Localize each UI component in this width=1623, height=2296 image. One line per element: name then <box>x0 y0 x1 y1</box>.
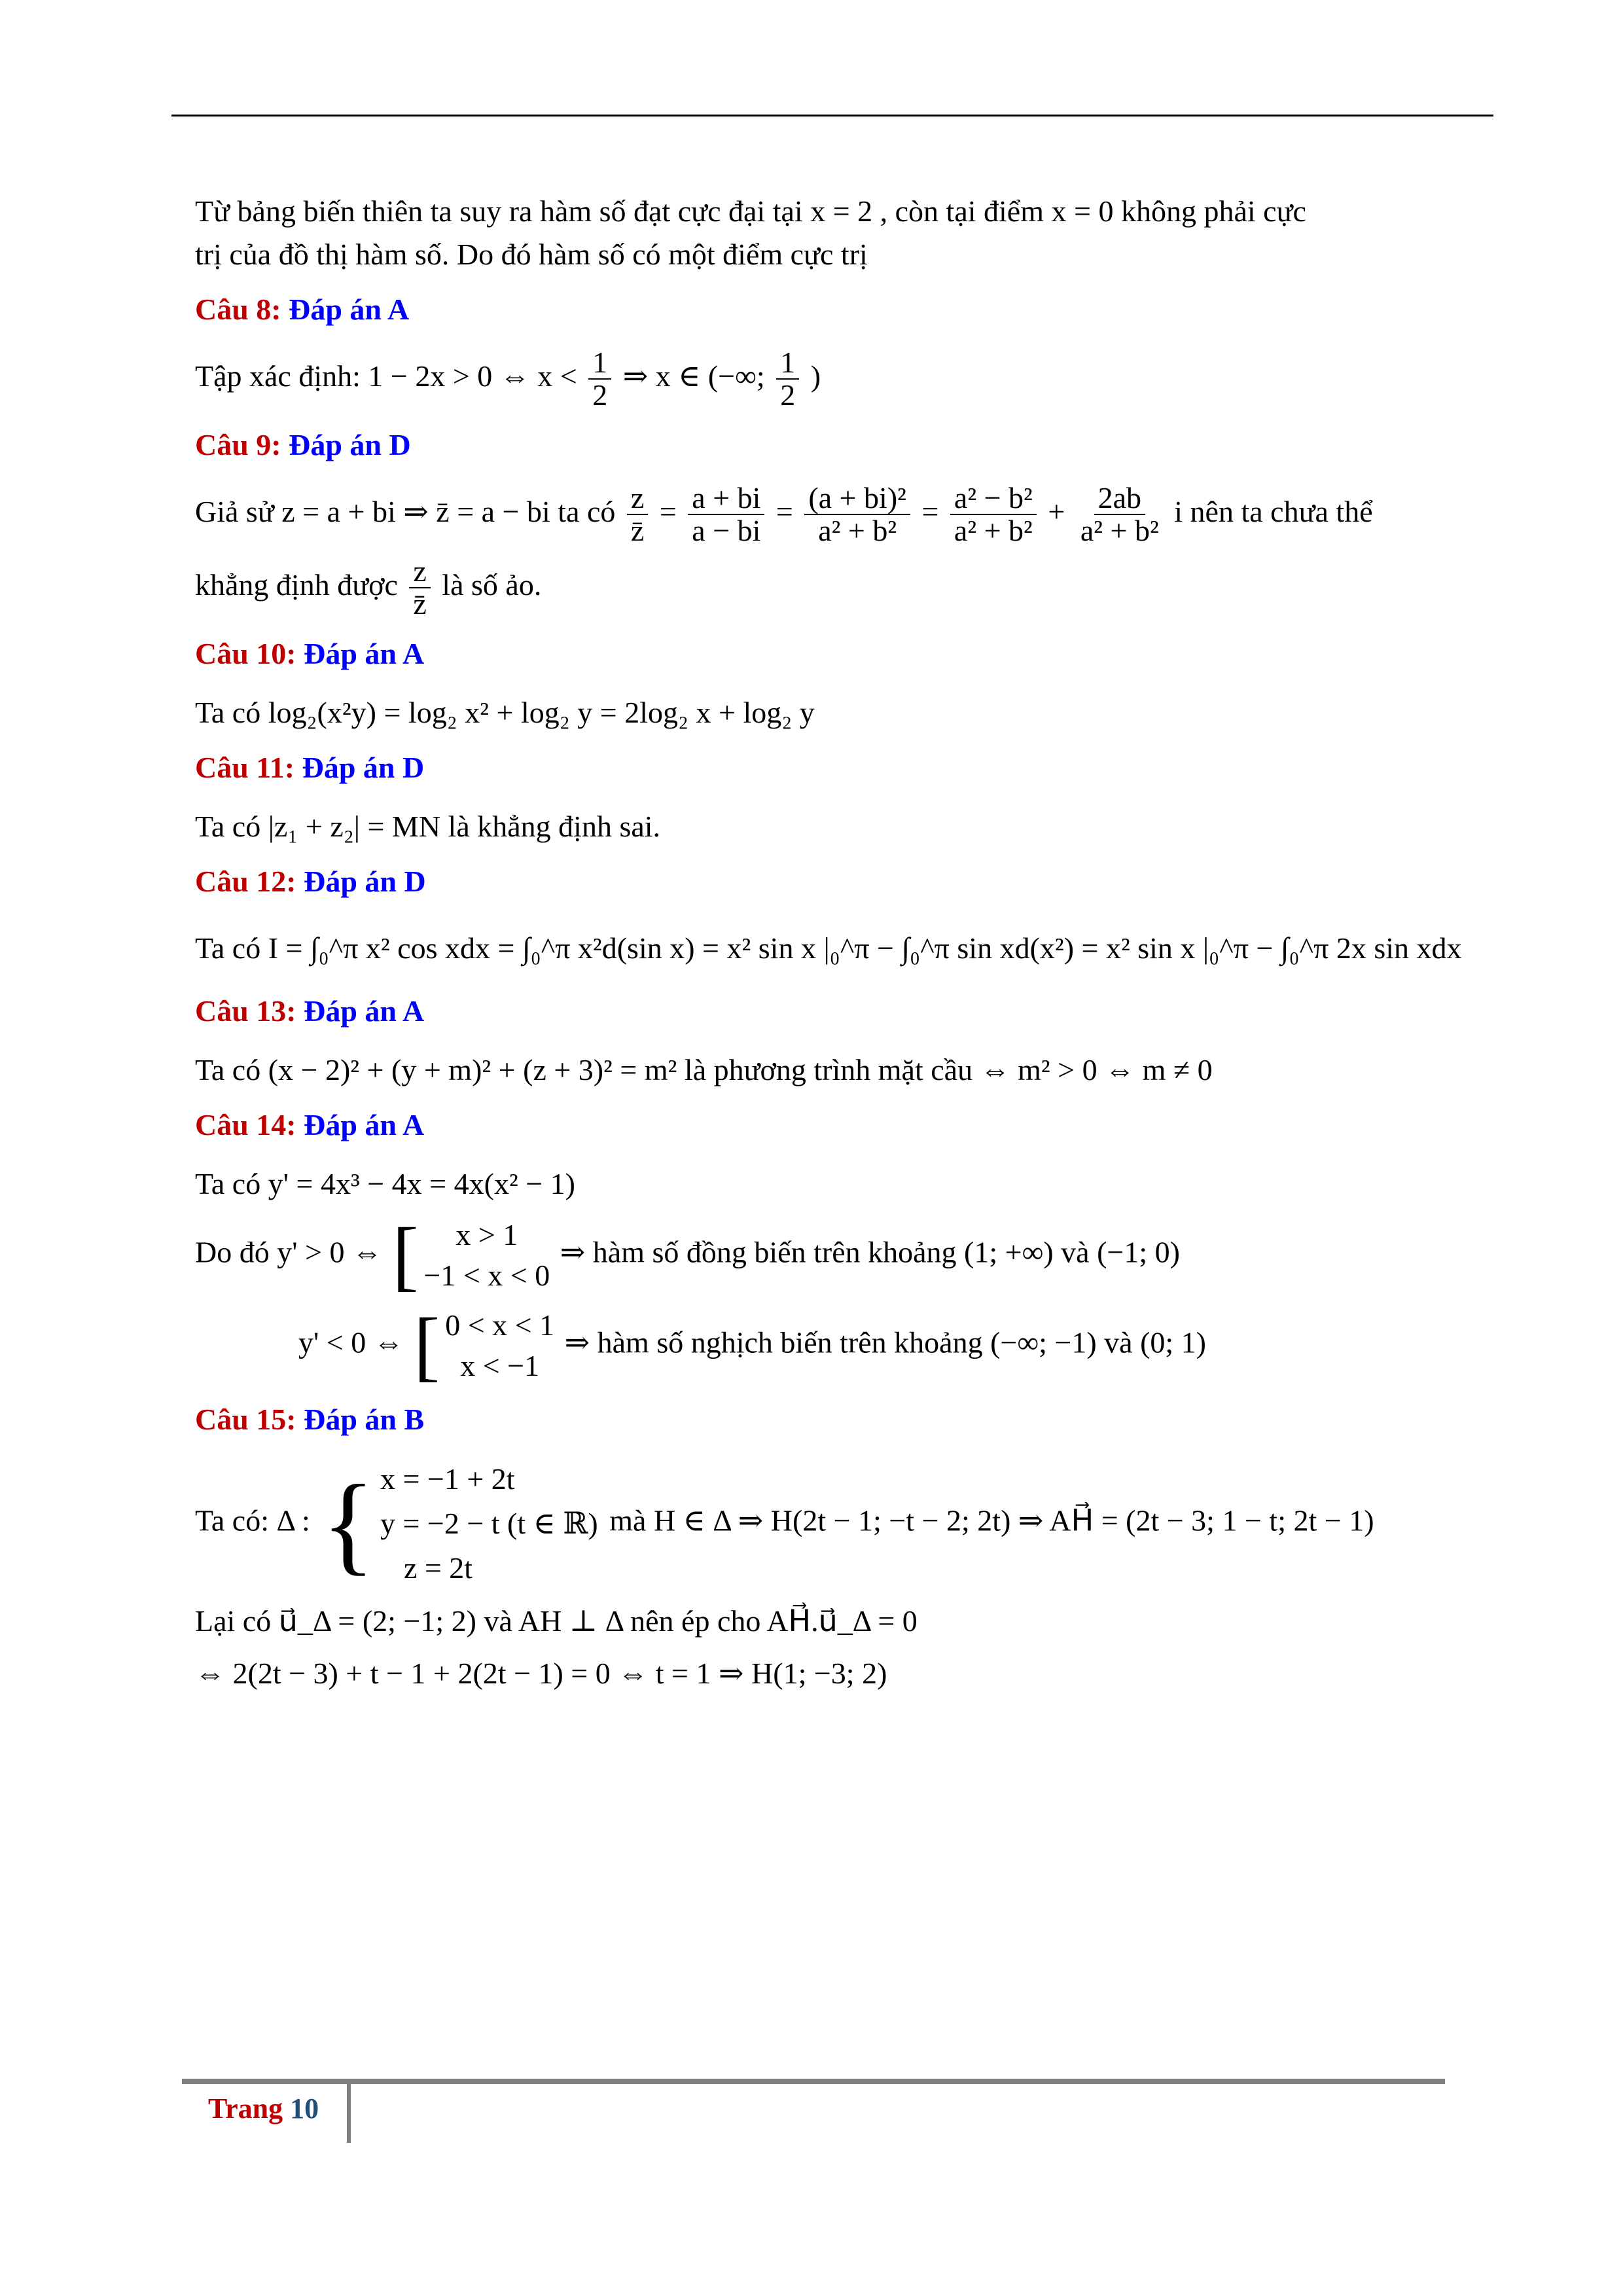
q9-line2-post: là số ảo. <box>442 568 542 602</box>
denominator: a² + b² <box>954 513 1033 547</box>
equals-sign: = <box>921 494 939 528</box>
q12-line: Ta có I = ∫₀^π x² cos xdx = ∫₀^π x²d(sin x) = x² sin x |₀^π − ∫₀^π sin xd(x²) = x² sin x |₀^π − ∫₀^π 2x sin xdx <box>195 931 1462 965</box>
footer-rule <box>182 2079 1445 2084</box>
intro-line-2: trị của đồ thị hàm số. Do đó hàm số có một điểm cực trị <box>195 238 868 271</box>
q14-line-1: Ta có y' = 4x³ − 4x = 4x(x² − 1) <box>195 1166 575 1200</box>
fraction <box>1077 482 1163 547</box>
fraction <box>776 347 799 412</box>
numerator: 1 <box>776 347 799 380</box>
fraction <box>627 482 648 547</box>
numerator: z <box>409 556 430 588</box>
numerator: 1 <box>588 347 611 380</box>
question-15-heading <box>195 1398 1438 1441</box>
q14-line-3 <box>195 1301 1438 1389</box>
q9-post: i nên ta chưa thể <box>1174 494 1373 528</box>
page-content <box>195 190 1462 1695</box>
question-number: Câu 8: <box>195 293 281 326</box>
answer-label: Đáp án A <box>304 636 425 670</box>
answer-label: Đáp án D <box>289 427 411 461</box>
plus-sign: + <box>1048 494 1065 528</box>
q14-line-2 <box>195 1211 1438 1299</box>
q9-line-2 <box>195 556 1438 620</box>
question-number: Câu 13: <box>195 994 296 1028</box>
answer-label: Đáp án A <box>304 1107 425 1141</box>
q11-line: Ta có |z₁ + z₂| = MN là khẳng định sai. <box>195 809 661 843</box>
q13-line: Ta có (x − 2)² + (y + m)² + (z + 3)² = m² là phương trình mặt cầu ⇔ m² > 0 ⇔ m ≠ 0 <box>195 1052 1213 1086</box>
left-brace-icon: { <box>321 1462 375 1585</box>
q8-post: ) <box>810 359 821 393</box>
fraction <box>688 482 764 547</box>
answer-label: Đáp án D <box>304 864 426 898</box>
question-9-heading <box>195 423 1438 467</box>
fraction <box>950 482 1037 547</box>
question-number: Câu 12: <box>195 864 296 898</box>
q15-post: mà H ∈ Δ ⇒ H(2t − 1; −t − 2; 2t) ⇒ AH⃗ = (2t − 3; 1 − t; 2t − 1) <box>609 1503 1374 1537</box>
question-8-heading <box>195 288 1438 331</box>
left-bracket-icon: [ <box>414 1301 440 1389</box>
page-label: Trang <box>208 2092 283 2125</box>
denominator: a² + b² <box>818 513 897 547</box>
q9-pre: Giả sử z = a + bi ⇒ z̄ = a − bi ta có <box>195 494 616 528</box>
numerator: (a + bi)² <box>804 482 910 515</box>
question-13-heading <box>195 990 1438 1033</box>
q14-line2-pre: Do đó y' > 0 ⇔ <box>195 1235 382 1269</box>
system-eq-1: x = −1 + 2t <box>380 1462 515 1496</box>
question-number: Câu 15: <box>195 1402 296 1436</box>
q8-pre: Tập xác định: 1 − 2x > 0 ⇔ x < <box>195 359 577 393</box>
question-14-heading <box>195 1103 1438 1147</box>
q9-line2-pre: khẳng định được <box>195 568 398 602</box>
q8-mid: ⇒ x ∈ (−∞; <box>622 359 765 393</box>
header-rule <box>171 115 1493 117</box>
question-11-heading <box>195 746 1438 789</box>
footer-divider <box>347 2084 351 2143</box>
numerator: z <box>627 482 648 515</box>
q14-line2-post: ⇒ hàm số đồng biến trên khoảng (1; +∞) và (−1; 0) <box>560 1235 1180 1269</box>
system-eq-2: y = −2 − t (t ∈ ℝ) <box>380 1506 598 1540</box>
numerator: 2ab <box>1094 482 1145 515</box>
equals-sign: = <box>776 494 793 528</box>
denominator: a² + b² <box>1080 513 1159 547</box>
equation-system <box>321 1457 597 1590</box>
case-1: x > 1 <box>455 1217 518 1251</box>
q15-pre: Ta có: Δ : <box>195 1503 310 1537</box>
denominator: a − bi <box>692 513 761 547</box>
q8-domain <box>195 347 1438 412</box>
page-number: 10 <box>290 2092 319 2125</box>
case-bracket <box>414 1301 555 1389</box>
denominator: 2 <box>780 378 796 412</box>
denominator: z̄ <box>630 513 645 547</box>
equals-sign: = <box>659 494 677 528</box>
fraction <box>588 347 611 412</box>
question-number: Câu 9: <box>195 427 281 461</box>
left-bracket-icon: [ <box>392 1211 419 1299</box>
intro-line-1: Từ bảng biến thiên ta suy ra hàm số đạt cực đại tại x = 2 , còn tại điểm x = 0 không phải cực <box>195 194 1306 228</box>
page-footer <box>208 2092 319 2125</box>
q9-line-1 <box>195 482 1438 547</box>
question-number: Câu 11: <box>195 750 295 784</box>
case-bracket <box>392 1211 550 1299</box>
numerator: a + bi <box>688 482 764 515</box>
question-12-heading <box>195 860 1438 903</box>
denominator: 2 <box>592 378 608 412</box>
answer-label: Đáp án A <box>289 293 410 326</box>
case-2: x < −1 <box>460 1348 540 1382</box>
q15-line-1 <box>195 1457 1438 1590</box>
system-eq-3: z = 2t <box>403 1551 473 1585</box>
answer-label: Đáp án B <box>304 1402 425 1436</box>
denominator: z̄ <box>413 587 427 621</box>
fraction <box>804 482 910 547</box>
q15-line-2: Lại có u⃗_Δ = (2; −1; 2) và AH ⊥ Δ nên ép cho AH⃗.u⃗_Δ = 0 <box>195 1604 918 1638</box>
case-1: 0 < x < 1 <box>445 1308 555 1342</box>
fraction <box>409 556 430 620</box>
question-10-heading <box>195 632 1438 675</box>
q14-line3-pre: y' < 0 ⇔ <box>298 1325 404 1359</box>
q10-line: Ta có log₂(x²y) = log₂ x² + log₂ y = 2log₂ x + log₂ y <box>195 695 815 729</box>
question-number: Câu 10: <box>195 636 296 670</box>
numerator: a² − b² <box>950 482 1037 515</box>
answer-label: Đáp án D <box>302 750 425 784</box>
case-2: −1 < x < 0 <box>423 1258 550 1292</box>
question-number: Câu 14: <box>195 1107 296 1141</box>
answer-label: Đáp án A <box>304 994 425 1028</box>
q14-line3-post: ⇒ hàm số nghịch biến trên khoảng (−∞; −1) và (0; 1) <box>564 1325 1206 1359</box>
q15-line-3: ⇔ 2(2t − 3) + t − 1 + 2(2t − 1) = 0 ⇔ t = 1 ⇒ H(1; −3; 2) <box>195 1656 887 1690</box>
